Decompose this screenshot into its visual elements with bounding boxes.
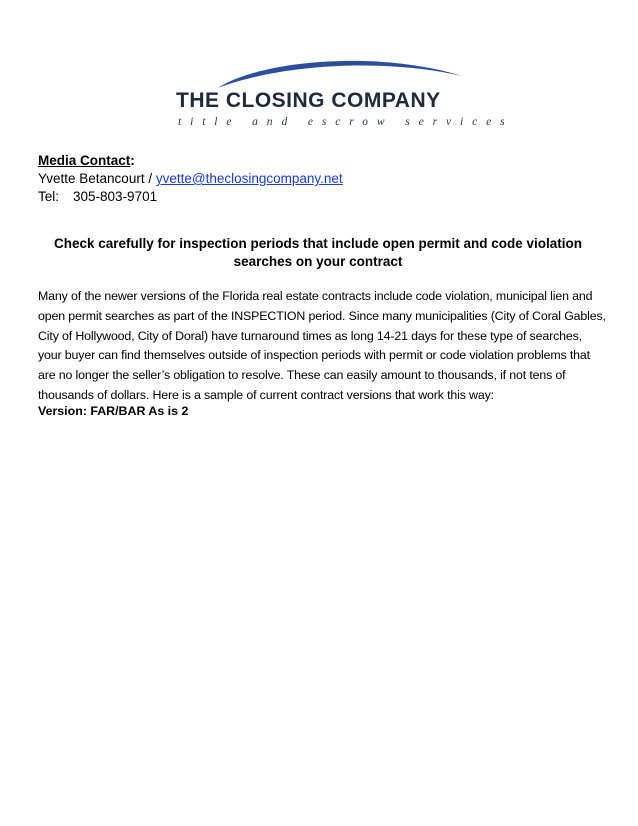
contact-name: Yvette Betancourt / (38, 171, 153, 186)
logo-swoosh (170, 52, 470, 92)
tel-number: 305-803-9701 (73, 189, 158, 204)
logo-tagline: title and escrow services (178, 116, 514, 128)
contact-tel-line (38, 188, 343, 206)
body-paragraph: Many of the newer versions of the Florida real estate contracts include code violation, municipal lien and open permit searches as part of the INSPECTION period. Since many municipalities (City of Coral Gables, City of Hollywood, City of Doral) have turnaround times as long 14-21 days for these type of searches, your buyer can find themselves outside of inspection periods with permit or code violation problems that are no longer the seller’s obligation to resolve. These can easily amount to thousands, if not tens of thousands of dollars. Here is a sample of current contract versions that work this way: (38, 289, 606, 402)
media-contact-heading (38, 152, 343, 170)
media-contact-label: Media Contact (38, 153, 131, 168)
contact-name-line (38, 170, 343, 188)
contact-email-link[interactable]: yvette@theclosingcompany.net (155, 171, 343, 186)
logo-company-name: THE CLOSING COMPANY (176, 89, 441, 112)
media-contact-block (38, 152, 343, 206)
version-line: Version: FAR/BAR As is 2 (38, 404, 189, 418)
media-contact-colon: : (130, 153, 135, 168)
tel-label: Tel: (38, 189, 60, 204)
headline: Check carefully for inspection periods that include open permit and code violation searches on your contract (53, 236, 583, 269)
company-logo (170, 52, 514, 138)
